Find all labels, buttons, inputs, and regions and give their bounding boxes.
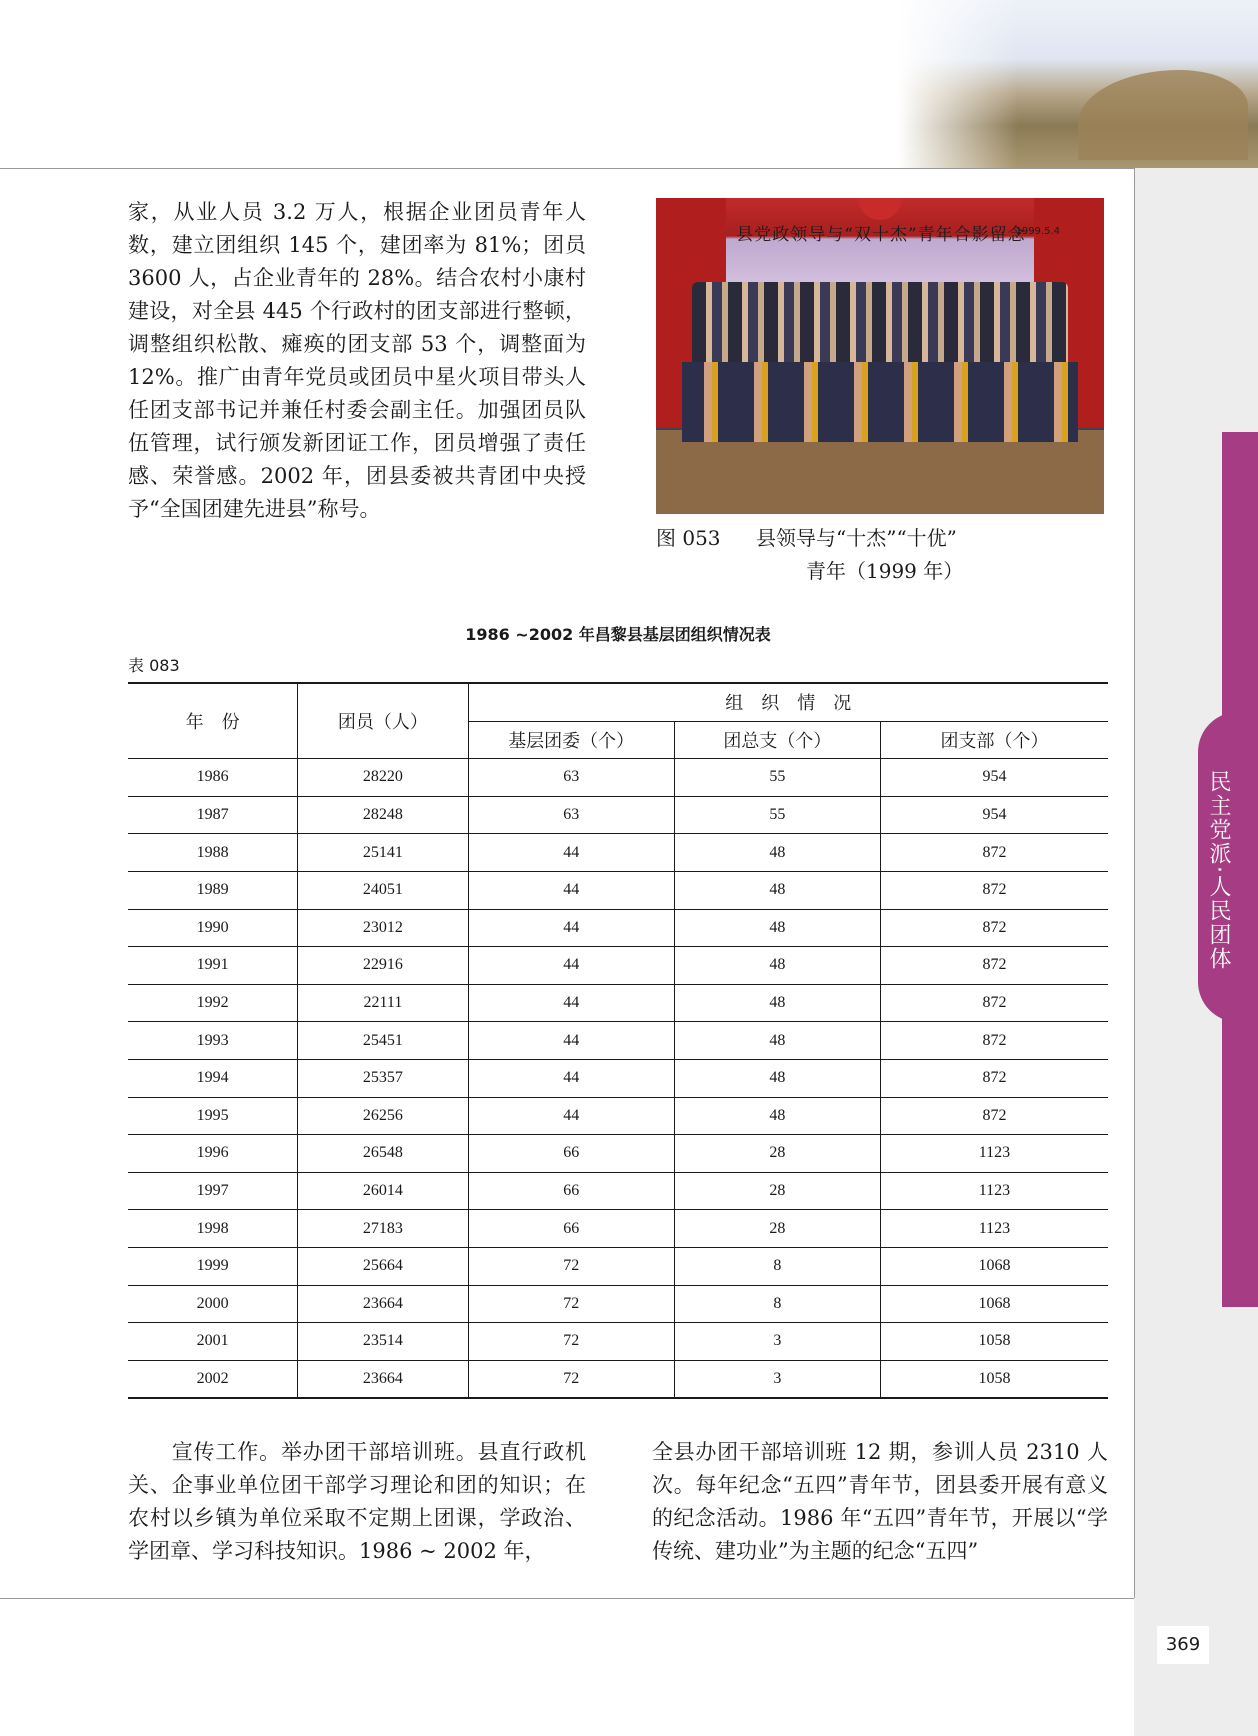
table-row [128, 834, 1108, 872]
cell-members: 23514 [298, 1323, 468, 1361]
cell-year: 1995 [128, 1097, 298, 1135]
cell-members: 28248 [298, 796, 468, 834]
cell-members: 22111 [298, 984, 468, 1022]
cell-general-branches: 48 [674, 834, 880, 872]
cell-committees: 44 [468, 834, 674, 872]
cell-committees: 72 [468, 1285, 674, 1323]
header-general-branches: 团总支（个） [674, 721, 880, 759]
cell-year: 1987 [128, 796, 298, 834]
cell-members: 23664 [298, 1285, 468, 1323]
header-year: 年 份 [128, 683, 298, 759]
cell-general-branches: 48 [674, 871, 880, 909]
cell-general-branches: 28 [674, 1210, 880, 1248]
youth-league-table [128, 682, 1108, 1399]
cell-year: 2000 [128, 1285, 298, 1323]
cell-branches: 954 [880, 796, 1108, 834]
cell-year: 2001 [128, 1323, 298, 1361]
cell-committees: 44 [468, 947, 674, 985]
photo-stage-floor [656, 430, 1104, 514]
cell-members: 24051 [298, 871, 468, 909]
cell-year: 1986 [128, 759, 298, 797]
table-row [128, 1210, 1108, 1248]
cell-members: 27183 [298, 1210, 468, 1248]
cell-branches: 872 [880, 1097, 1108, 1135]
table-row [128, 796, 1108, 834]
cell-year: 1989 [128, 871, 298, 909]
cell-branches: 872 [880, 1059, 1108, 1097]
cell-year: 1991 [128, 947, 298, 985]
intro-paragraph: 家，从业人员 3.2 万人，根据企业团员青年人数，建立团组织 145 个，建团率为 81%；团员 3600 人，占企业青年的 28%。结合农村小康村建设，对全县 445 个行政村的团支部进行整顿，调整组织松散、瘫痪的团支部 53 个，调整面为 12%。推广由青年党员或团员中星火项目带头人任团支部书记并兼任村委会副主任。加强团员队伍管理，试行颁发新团证工作，团员增强了责任感、荣誉感。2002 年，团县委被共青团中央授予“全国团建先进县”称号。 [128, 200, 586, 521]
cell-general-branches: 48 [674, 1022, 880, 1060]
cell-year: 1993 [128, 1022, 298, 1060]
cell-committees: 63 [468, 796, 674, 834]
caption-figure-number: 图 053 [656, 526, 721, 550]
section-tab-label: 民主党派·人民团体 [1206, 770, 1231, 971]
table-row [128, 1360, 1108, 1398]
cell-members: 23012 [298, 909, 468, 947]
cell-branches: 872 [880, 871, 1108, 909]
cell-members: 23664 [298, 1360, 468, 1398]
header-organization: 组 织 情 况 [468, 683, 1108, 721]
cell-year: 1990 [128, 909, 298, 947]
lower-right-paragraph: 全县办团干部培训班 12 期，参训人员 2310 人次。每年纪念“五四”青年节，团县委开展有意义的纪念活动。1986 年“五四”青年节，开展以“学传统、建功业”为主题的纪念“五四” [652, 1440, 1108, 1563]
cell-branches: 872 [880, 984, 1108, 1022]
photo-banner-text: 县党政领导与“双十杰”青年合影留念 [736, 225, 1026, 245]
table-row [128, 947, 1108, 985]
cell-committees: 44 [468, 1022, 674, 1060]
cell-year: 1998 [128, 1210, 298, 1248]
table-header-row [128, 683, 1108, 721]
cell-committees: 66 [468, 1135, 674, 1173]
cell-members: 25451 [298, 1022, 468, 1060]
footer-divider [0, 1598, 1134, 1599]
cell-general-branches: 28 [674, 1135, 880, 1173]
table-row [128, 1285, 1108, 1323]
cell-general-branches: 8 [674, 1247, 880, 1285]
cell-year: 1997 [128, 1172, 298, 1210]
cell-general-branches: 48 [674, 1097, 880, 1135]
cell-branches: 1068 [880, 1285, 1108, 1323]
cell-committees: 44 [468, 1097, 674, 1135]
cell-general-branches: 28 [674, 1172, 880, 1210]
cell-members: 22916 [298, 947, 468, 985]
cell-branches: 1123 [880, 1210, 1108, 1248]
table-row [128, 1097, 1108, 1135]
table-row [128, 871, 1108, 909]
cell-general-branches: 48 [674, 984, 880, 1022]
cell-year: 1988 [128, 834, 298, 872]
table-row [128, 909, 1108, 947]
caption-line-1: 县领导与“十杰”“十优” [756, 526, 957, 550]
cell-branches: 872 [880, 834, 1108, 872]
header-branches: 团支部（个） [880, 721, 1108, 759]
lower-left-paragraph: 宣传工作。举办团干部培训班。县直行政机关、企事业单位团干部学习理论和团的知识；在农村以乡镇为单位采取不定期上团课，学政治、学团章、学习科技知识。1986 ~ 2002 年， [128, 1440, 586, 1563]
photo-date: 1999.5.4 [1015, 226, 1060, 237]
cell-general-branches: 55 [674, 759, 880, 797]
cell-branches: 1068 [880, 1247, 1108, 1285]
cell-branches: 872 [880, 909, 1108, 947]
cell-year: 1999 [128, 1247, 298, 1285]
header-committees: 基层团委（个） [468, 721, 674, 759]
cell-general-branches: 3 [674, 1360, 880, 1398]
cell-committees: 44 [468, 984, 674, 1022]
cell-members: 26256 [298, 1097, 468, 1135]
cell-branches: 1123 [880, 1172, 1108, 1210]
table-number: 表 083 [128, 656, 180, 675]
cell-branches: 872 [880, 947, 1108, 985]
cell-year: 2002 [128, 1360, 298, 1398]
cell-committees: 66 [468, 1172, 674, 1210]
cell-members: 25357 [298, 1059, 468, 1097]
cell-general-branches: 3 [674, 1323, 880, 1361]
cell-committees: 44 [468, 871, 674, 909]
cell-general-branches: 48 [674, 909, 880, 947]
photo-emblem [858, 198, 902, 220]
cell-committees: 72 [468, 1360, 674, 1398]
cell-general-branches: 8 [674, 1285, 880, 1323]
cell-committees: 72 [468, 1323, 674, 1361]
table-title: 1986 ~2002 年昌黎县基层团组织情况表 [465, 625, 771, 644]
caption-line-2: 青年（1999 年） [806, 559, 964, 583]
cell-members: 25141 [298, 834, 468, 872]
table-row [128, 1247, 1108, 1285]
table-row [128, 1022, 1108, 1060]
table-row [128, 1135, 1108, 1173]
cell-branches: 1123 [880, 1135, 1108, 1173]
cell-committees: 44 [468, 909, 674, 947]
group-photo [656, 198, 1104, 514]
cell-members: 26014 [298, 1172, 468, 1210]
cell-branches: 872 [880, 1022, 1108, 1060]
cell-committees: 63 [468, 759, 674, 797]
cell-members: 25664 [298, 1247, 468, 1285]
table-body [128, 759, 1108, 1399]
cell-committees: 66 [468, 1210, 674, 1248]
page-number: 369 [1157, 1626, 1209, 1664]
table-row [128, 759, 1108, 797]
header-divider [0, 168, 1134, 169]
cell-branches: 954 [880, 759, 1108, 797]
cell-general-branches: 48 [674, 947, 880, 985]
cell-committees: 44 [468, 1059, 674, 1097]
header-members: 团员（人） [298, 683, 468, 759]
cell-members: 26548 [298, 1135, 468, 1173]
cell-committees: 72 [468, 1247, 674, 1285]
table-row [128, 1059, 1108, 1097]
table-row [128, 1172, 1108, 1210]
cell-branches: 1058 [880, 1323, 1108, 1361]
margin-divider [1134, 168, 1135, 1598]
cell-general-branches: 48 [674, 1059, 880, 1097]
header-landscape-image [898, 0, 1258, 168]
cell-members: 28220 [298, 759, 468, 797]
cell-year: 1992 [128, 984, 298, 1022]
cell-branches: 1058 [880, 1360, 1108, 1398]
cell-year: 1994 [128, 1059, 298, 1097]
cell-year: 1996 [128, 1135, 298, 1173]
cell-general-branches: 55 [674, 796, 880, 834]
table-row [128, 1323, 1108, 1361]
photo-people-front-row [682, 362, 1078, 442]
table-row [128, 984, 1108, 1022]
